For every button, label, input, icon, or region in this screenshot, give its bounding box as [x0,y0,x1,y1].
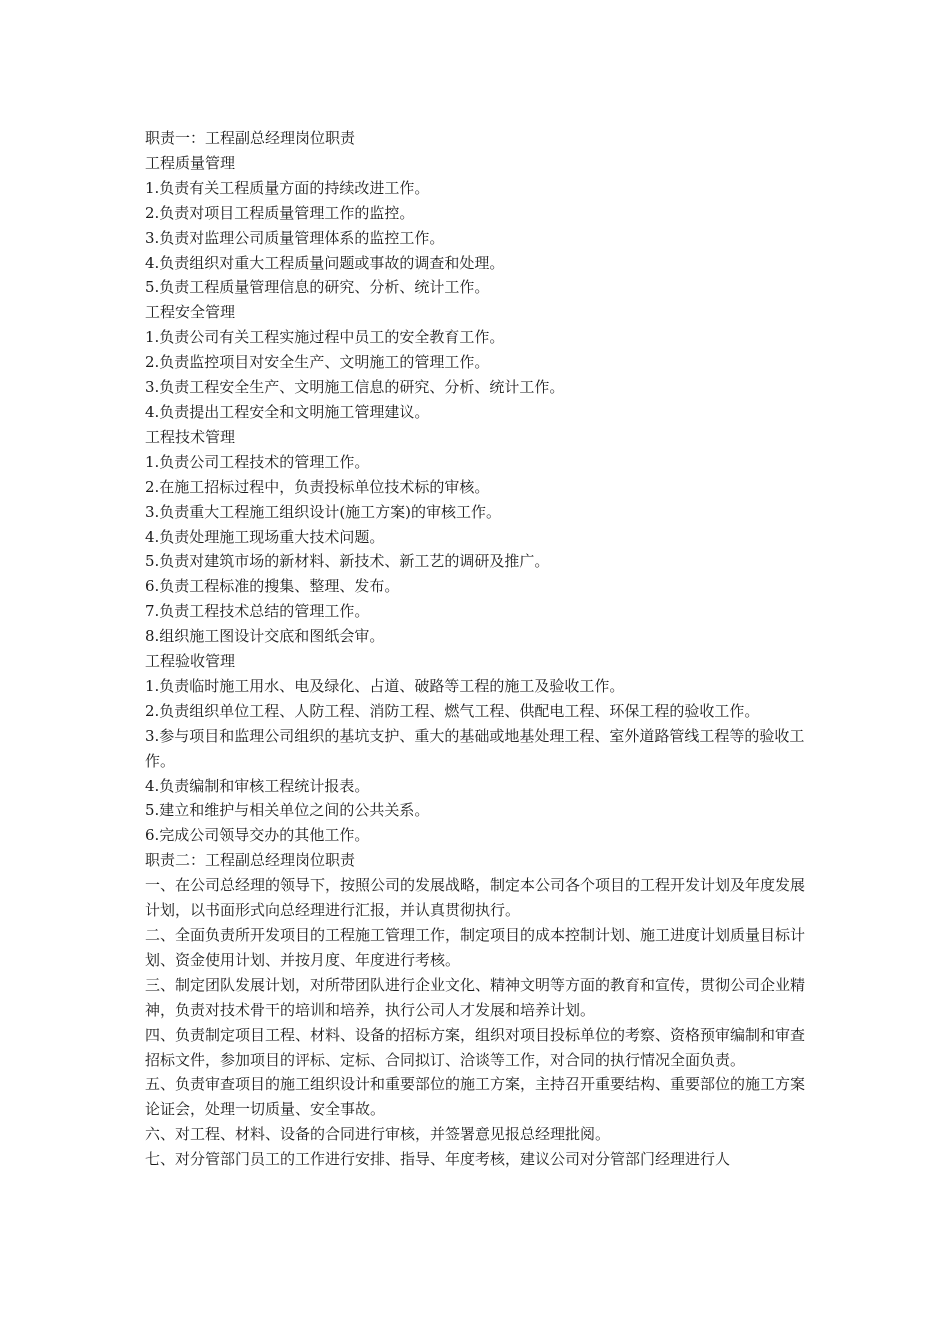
duty-paragraph: 六、对工程、材料、设备的合同进行审核，并签署意见报总经理批阅。 [145,1125,611,1144]
list-item: 2.在施工招标过程中，负责投标单位技术标的审核。 [145,477,490,496]
list-item: 1.负责公司有关工程实施过程中员工的安全教育工作。 [145,328,505,347]
list-item: 3.负责重大工程施工组织设计(施工方案)的审核工作。 [145,502,502,521]
subheading-technical-management: 工程技术管理 [145,427,236,446]
duty-paragraph: 三、制定团队发展计划，对所带团队进行企业文化、精神文明等方面的教育和宣传，贯彻公司企业精神，负责对技术骨干的培训和培养，执行公司人才发展和培养计划。 [145,975,806,1019]
list-item: 1.负责公司工程技术的管理工作。 [145,452,370,471]
subheading-safety-management: 工程安全管理 [145,303,236,322]
document-body [145,126,809,1172]
list-item: 3.参与项目和监理公司组织的基坑支护、重大的基础或地基处理工程、室外道路管线工程等的验收工作。 [145,726,805,770]
list-item: 2.负责组织单位工程、人防工程、消防工程、燃气工程、供配电工程、环保工程的验收工作。 [145,701,760,720]
subheading-quality-management: 工程质量管理 [145,153,236,172]
section-title-duty-two: 职责二：工程副总经理岗位职责 [145,851,356,870]
list-item: 5.负责对建筑市场的新材料、新技术、新工艺的调研及推广。 [145,552,550,571]
subheading-acceptance-management: 工程验收管理 [145,652,236,671]
list-item: 2.负责对项目工程质量管理工作的监控。 [145,203,415,222]
duty-paragraph: 四、负责制定项目工程、材料、设备的招标方案，组织对项目投标单位的考察、资格预审编制和审查招标文件，参加项目的评标、定标、合同拟订、洽谈等工作，对合同的执行情况全面负责。 [145,1025,806,1069]
list-item: 6.负责工程标准的搜集、整理、发布。 [145,577,400,596]
duty-paragraph: 七、对分管部门员工的工作进行安排、指导、年度考核，建议公司对分管部门经理进行人 [145,1150,731,1169]
section-title-duty-one: 职责一：工程副总经理岗位职责 [145,129,356,147]
list-item: 5.负责工程质量管理信息的研究、分析、统计工作。 [145,278,490,297]
list-item: 4.负责组织对重大工程质量问题或事故的调查和处理。 [145,253,505,272]
list-item: 8.组织施工图设计交底和图纸会审。 [145,627,385,646]
list-item: 7.负责工程技术总结的管理工作。 [145,602,370,621]
list-item: 1.负责有关工程质量方面的持续改进工作。 [145,178,430,197]
list-item: 3.负责工程安全生产、文明施工信息的研究、分析、统计工作。 [145,378,565,397]
list-item: 4.负责编制和审核工程统计报表。 [145,776,370,795]
list-item: 2.负责监控项目对安全生产、文明施工的管理工作。 [145,353,490,372]
list-item: 6.完成公司领导交办的其他工作。 [145,826,370,845]
duty-paragraph: 二、全面负责所开发项目的工程施工管理工作，制定项目的成本控制计划、施工进度计划质量目标计划、资金使用计划、并按月度、年度进行考核。 [145,926,806,969]
list-item: 4.负责处理施工现场重大技术问题。 [145,527,385,546]
list-item: 3.负责对监理公司质量管理体系的监控工作。 [145,228,445,247]
list-item: 5.建立和维护与相关单位之间的公共关系。 [145,801,430,820]
list-item: 1.负责临时施工用水、电及绿化、占道、破路等工程的施工及验收工作。 [145,676,625,695]
list-item: 4.负责提出工程安全和文明施工管理建议。 [145,402,430,421]
duty-paragraph: 一、在公司总经理的领导下，按照公司的发展战略，制定本公司各个项目的工程开发计划及年度发展计划，以书面形式向总经理进行汇报，并认真贯彻执行。 [145,876,806,920]
duty-paragraph: 五、负责审查项目的施工组织设计和重要部位的施工方案，主持召开重要结构、重要部位的施工方案论证会，处理一切质量、安全事故。 [145,1075,806,1119]
